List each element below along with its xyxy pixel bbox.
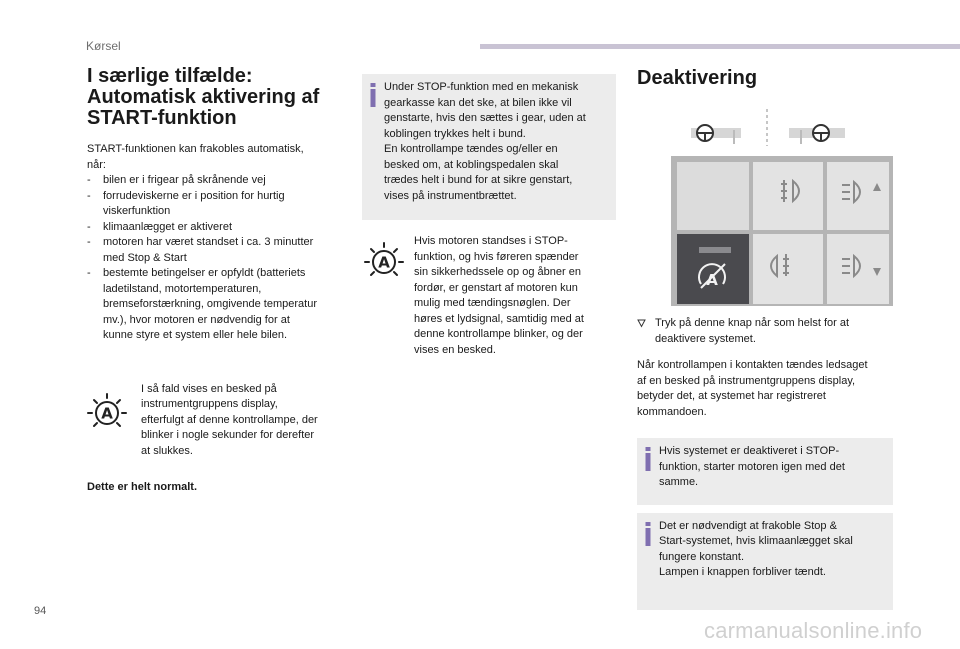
info-box-air-conditioning xyxy=(637,513,893,610)
watermark: carmanualsonline.info xyxy=(704,618,923,643)
info-text: Det er nødvendigt at frakoble Stop & Start-systemet, hvis klimaanlægget skal fungere konstant. Lampen i knappen forbliver tændt. xyxy=(659,519,853,578)
list-item: - motoren har været standset i ca. 3 minutter med Stop & Start xyxy=(87,235,349,266)
seatbelt-door-note xyxy=(362,234,616,358)
warning-lamp-text: I så fald vises en besked på instrumentgruppens display, efterfulgt af denne kontrollampe, der blinker i nogle sekunder for derefter at slukkes. xyxy=(141,382,318,457)
engine-alert-icon xyxy=(87,393,127,433)
engine-alert-icon xyxy=(364,242,404,282)
deactivation-step xyxy=(637,316,893,347)
info-icon xyxy=(644,522,653,546)
info-box-restart xyxy=(637,438,893,505)
list-item: - klimaanlægget er aktiveret xyxy=(87,220,349,236)
header-bar xyxy=(480,44,960,49)
info-icon xyxy=(644,447,653,471)
page-number: 94 xyxy=(34,605,47,617)
switch-panel-illustration xyxy=(671,106,893,306)
title-line: Automatisk aktivering af xyxy=(87,86,320,108)
steering-wheel-rhd-icon xyxy=(789,125,845,144)
seatbelt-door-text: Hvis motoren standses i STOP- funktion, og hvis føreren spænder sin sikkerhedssele op og åbner en fordør, er genstart af motoren kun mulig med tændingsnøglen. Der høres et lydsignal, samtidig med at denne kontrollampe blinker, og der vises en besked. xyxy=(414,235,584,356)
section-title-automatic-activation xyxy=(87,66,349,129)
section-title-deactivation: Deaktivering xyxy=(637,67,758,89)
list-item: - bilen er i frigear på skrånende vej xyxy=(87,173,349,189)
title-line: I særlige tilfælde: xyxy=(87,65,253,87)
normal-note: Dette er helt normalt. xyxy=(87,480,198,493)
svg-text:A: A xyxy=(706,271,718,289)
warning-lamp-note xyxy=(87,382,349,462)
triangle-bullet-icon xyxy=(637,319,646,328)
steering-wheel-lhd-icon xyxy=(691,125,741,144)
column-notes xyxy=(362,74,616,358)
info-icon xyxy=(369,83,378,107)
info-text: Hvis systemet er deaktiveret i STOP- funktion, starter motoren igen med det samme. xyxy=(659,445,845,488)
svg-text:A: A xyxy=(101,404,113,422)
column-deactivation xyxy=(637,66,893,610)
step-text: Tryk på denne knap når som helst for at deaktivere systemet. xyxy=(655,317,850,345)
list-item: - bestemte betingelser er opfyldt (batteriets ladetilstand, motortemperaturen, bremseforstærkning, omgivende temperatur mv.), hvor motoren er nødvendig for at kunne styre et system eller hele bilen. xyxy=(87,266,349,344)
confirmation-paragraph: Når kontrollampen i kontakten tændes ledsaget af en besked på instrumentgruppens display, betyder det, at systemet har registreret kommandoen. xyxy=(637,359,868,418)
info-text: Under STOP-funktion med en mekanisk gearkasse kan det ske, at bilen ikke vil genstarte, hvis den sættes i gear, uden at koblingen trykkes helt i bund. En kontrollampe tændes og/eller en besked om, at koblingspedalen skal trædes helt i bund for at sikre genstart, vises på instrumentbrættet. xyxy=(384,81,586,202)
list-item: - forrudeviskerne er i position for hurtig viskerfunktion xyxy=(87,189,349,220)
svg-text:A: A xyxy=(378,253,390,272)
condition-list xyxy=(87,173,349,344)
switch-panel-figure xyxy=(671,106,893,306)
info-box-manual-gearbox xyxy=(362,74,616,220)
header-section-label: Kørsel xyxy=(86,39,121,53)
intro-paragraph: START-funktionen kan frakobles automatisk, når: xyxy=(87,143,304,171)
title-line: START-funktion xyxy=(87,107,237,129)
column-special-cases xyxy=(87,66,349,493)
